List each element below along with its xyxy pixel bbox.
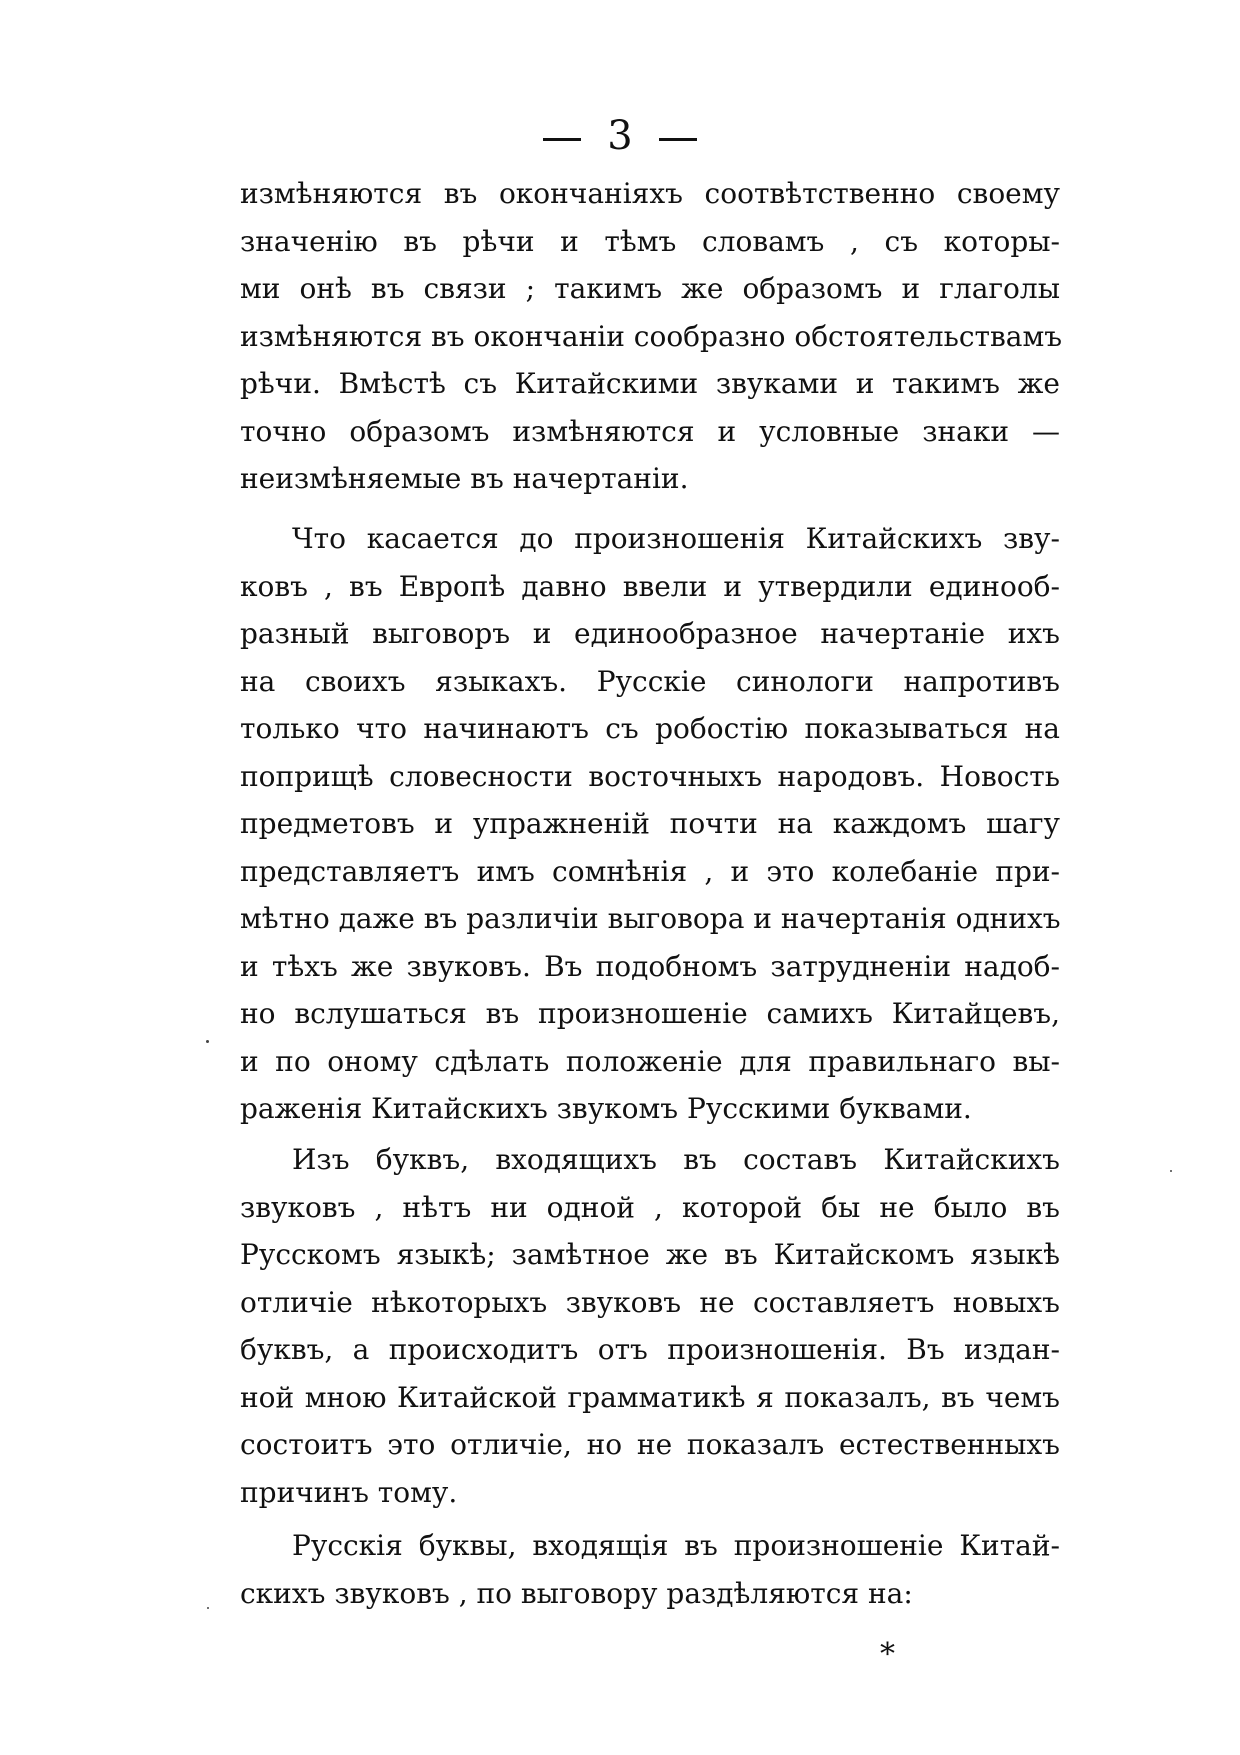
- text-line: Что касается до произношенія Китайскихъ зву-: [292, 522, 1060, 555]
- text-line: на своихъ языкахъ. Русскіе синологи напротивъ: [240, 664, 1060, 698]
- page-number-value: 3: [607, 113, 633, 159]
- text-line: но вслушаться въ произношеніе самихъ Китайцевъ,: [240, 997, 1060, 1030]
- paragraph-4: [240, 1522, 1060, 1617]
- text-line: и по оному сдѣлать положеніе для правильнаго вы-: [240, 1044, 1060, 1078]
- text-line: Русскомъ языкѣ; замѣтное же въ Китайскомъ языкѣ: [240, 1238, 1060, 1271]
- text-line: буквъ, а происходитъ отъ произношенія. Въ издан-: [240, 1333, 1060, 1366]
- right-dash: [659, 138, 697, 141]
- text-line: представляетъ имъ сомнѣнія , и это колебаніе при-: [240, 854, 1060, 888]
- text-line: ковъ , въ Европѣ давно ввели и утвердили единооб-: [240, 569, 1060, 603]
- text-line: измѣняются въ окончаніяхъ соотвѣтственно своему: [240, 177, 1060, 210]
- text-line: звуковъ , нѣтъ ни одной , которой бы не было въ: [240, 1190, 1060, 1224]
- scan-speck: [207, 1607, 209, 1609]
- text-line: раженія Китайскихъ звукомъ Русскими буквами.: [240, 1092, 972, 1125]
- text-line: точно образомъ измѣняются и условные знаки —: [240, 414, 1060, 448]
- page-number: [0, 112, 1240, 160]
- text-line: Изъ буквъ, входящихъ въ составъ Китайскихъ: [292, 1143, 1060, 1176]
- text-line: ми онѣ въ связи ; такимъ же образомъ и глаголы: [240, 272, 1060, 305]
- text-line: скихъ звуковъ , по выговору раздѣляются на:: [240, 1576, 913, 1610]
- text-line: разный выговоръ и единообразное начертаніе ихъ: [240, 617, 1060, 650]
- text-line: причинъ тому.: [240, 1475, 458, 1509]
- text-line: состоитъ это отличіе, но не показалъ естественныхъ: [240, 1428, 1060, 1461]
- signature-mark: *: [880, 1637, 895, 1672]
- scan-speck: [206, 1040, 209, 1043]
- text-line: поприщѣ словесности восточныхъ народовъ. Новость: [240, 759, 1060, 793]
- text-line: Русскія буквы, входящія въ произношеніе Китай-: [292, 1529, 1060, 1562]
- paragraph-2: [240, 515, 1060, 1133]
- text-line: предметовъ и упражненій почти на каждомъ шагу: [240, 807, 1060, 840]
- text-line: и тѣхъ же звуковъ. Въ подобномъ затрудненіи надоб-: [240, 949, 1060, 983]
- text-line: отличіе нѣкоторыхъ звуковъ не составляетъ новыхъ: [240, 1285, 1060, 1319]
- text-line: мѣтно даже въ различіи выговора и начертанія однихъ: [240, 902, 1061, 935]
- paragraph-3: [240, 1136, 1060, 1516]
- paragraph-1: [240, 170, 1063, 503]
- text-line: измѣняются въ окончаніи сообразно обстоятельствамъ: [240, 319, 1063, 353]
- text-line: ной мною Китайской грамматикѣ я показалъ, въ чемъ: [240, 1380, 1060, 1414]
- text-line: только что начинаютъ съ робостію показываться на: [240, 712, 1060, 745]
- left-dash: [543, 138, 581, 141]
- text-line: значенію въ рѣчи и тѣмъ словамъ , съ которы-: [240, 224, 1060, 258]
- scan-speck: [1170, 1170, 1172, 1172]
- text-line: рѣчи. Вмѣстѣ съ Китайскими звуками и такимъ же: [240, 367, 1060, 400]
- text-line: неизмѣняемые въ начертаніи.: [240, 462, 689, 495]
